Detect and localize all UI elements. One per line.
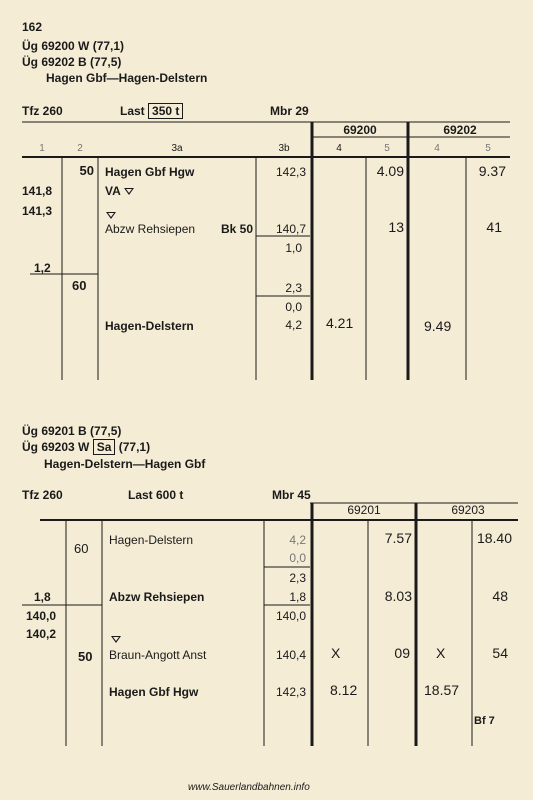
t2-r5-km: 140,0 (275, 609, 306, 623)
table2-last: Last 600 t (128, 488, 184, 502)
table1-col-4: 4 (336, 143, 342, 154)
t2-r8-station: Hagen Gbf Hgw (109, 685, 199, 699)
t1-r8-station: Hagen-Delstern (105, 319, 194, 333)
t2-bf-note: Bf 7 (474, 715, 495, 727)
t2-r8-time1: 8.12 (330, 682, 358, 698)
t1-r2-station-label: VA (105, 184, 121, 198)
t2-r5-pos: 140,0 (26, 609, 57, 623)
table2-train-a: Üg 69201 B (77,5) (22, 424, 122, 438)
t1-r2-station (105, 184, 134, 198)
table2-tfz: Tfz 260 (22, 488, 63, 502)
t2-r7-time1: 09 (394, 645, 410, 661)
table1-train-b: Üg 69202 B (77,5) (22, 55, 122, 69)
t1-r4-station: Abzw Rehsiepen (105, 222, 196, 236)
footer-watermark: www.Sauerlandbahnen.info (188, 782, 310, 793)
t1-r6-km: 2,3 (285, 281, 302, 295)
t2-r7-x2: X (436, 645, 446, 661)
t2-r6-signal (111, 630, 121, 648)
table1-col-5: 5 (384, 143, 390, 154)
table2-train-b (22, 440, 150, 454)
t1-r1-km: 142,3 (275, 165, 306, 179)
t2-r4-km: 1,8 (289, 590, 306, 604)
t2-r1-station: Hagen-Delstern (109, 533, 194, 547)
table1-col-2: 2 (77, 143, 83, 154)
t1-r4-time2: 41 (486, 219, 502, 235)
t2-r7-x1: X (331, 645, 341, 661)
table1-mbr: Mbr 29 (270, 104, 309, 118)
t2-r1-speed: 60 (74, 541, 89, 556)
t1-r3-pos: 141,3 (22, 204, 53, 218)
t1-r1-speed: 50 (79, 163, 94, 178)
table1-col-5b: 5 (485, 143, 491, 154)
table1-route: Hagen Gbf—Hagen-Delstern (46, 71, 208, 85)
t1-r6-speed: 60 (72, 278, 87, 293)
table1-tfz: Tfz 260 (22, 104, 63, 118)
table1-col-4b: 4 (434, 143, 440, 154)
table2-train-b-suffix: (77,1) (118, 440, 151, 454)
t1-r4-km: 140,7 (275, 222, 306, 236)
t1-r8-time2: 9.49 (424, 318, 452, 334)
t2-r1-time1: 7.57 (384, 530, 412, 546)
page-number: 162 (22, 20, 43, 34)
t2-r7-speed: 50 (78, 649, 93, 664)
table1-col-train2: 69202 (443, 123, 477, 137)
t2-r7-station: Braun-Angott Anst (109, 648, 207, 662)
t2-r3-km: 2,3 (289, 571, 306, 585)
t2-r7-time2: 54 (492, 645, 508, 661)
t2-r2-km: 0,0 (289, 551, 306, 565)
signal-triangle-icon (106, 212, 116, 219)
t1-r1-station: Hagen Gbf Hgw (105, 165, 195, 179)
t1-r7-km: 0,0 (285, 300, 302, 314)
t1-r4-bk: Bk 50 (221, 222, 254, 236)
t1-r1-time1: 4.09 (376, 163, 404, 179)
t2-r4-time2: 48 (492, 588, 508, 604)
table2-col-train2: 69203 (451, 503, 485, 517)
t1-r4-time1: 13 (388, 219, 404, 235)
table1-col-1: 1 (39, 143, 45, 154)
table2-train-b-box: Sa (93, 439, 116, 455)
t1-r8-km: 4,2 (285, 318, 302, 332)
signal-triangle-icon (124, 188, 134, 195)
t2-r7-km: 140,4 (275, 648, 306, 662)
table1-col-3b: 3b (278, 143, 290, 154)
table1-last-value: 350 t (148, 103, 183, 119)
table1-col-train1: 69200 (343, 123, 377, 137)
t2-r4-station: Abzw Rehsiepen (109, 590, 205, 604)
table1-last (120, 104, 183, 118)
table2-col-train1: 69201 (347, 503, 381, 517)
table1-last-label: Last (120, 104, 145, 118)
table2-mbr: Mbr 45 (272, 488, 311, 502)
t1-r8-time1: 4.21 (326, 315, 354, 331)
t2-r6-pos: 140,2 (26, 627, 57, 641)
t1-r6-pos: 1,2 (34, 261, 51, 275)
t2-r8-time2: 18.57 (424, 682, 460, 698)
table1-col-3a: 3a (171, 143, 183, 154)
t1-r1-time2: 9.37 (478, 163, 506, 179)
table1-train-a: Üg 69200 W (77,1) (22, 39, 125, 53)
table2-route: Hagen-Delstern—Hagen Gbf (44, 457, 206, 471)
t1-r5-km: 1,0 (285, 241, 302, 255)
t1-r2-pos: 141,8 (22, 184, 53, 198)
t2-r4-time1: 8.03 (384, 588, 412, 604)
t2-r4-pos: 1,8 (34, 590, 51, 604)
t2-r1-time2: 18.40 (476, 530, 512, 546)
t2-r1-km: 4,2 (289, 533, 306, 547)
signal-triangle-icon (111, 636, 121, 643)
table2-train-b-prefix: Üg 69203 W (22, 440, 90, 454)
t2-r8-km: 142,3 (275, 685, 306, 699)
